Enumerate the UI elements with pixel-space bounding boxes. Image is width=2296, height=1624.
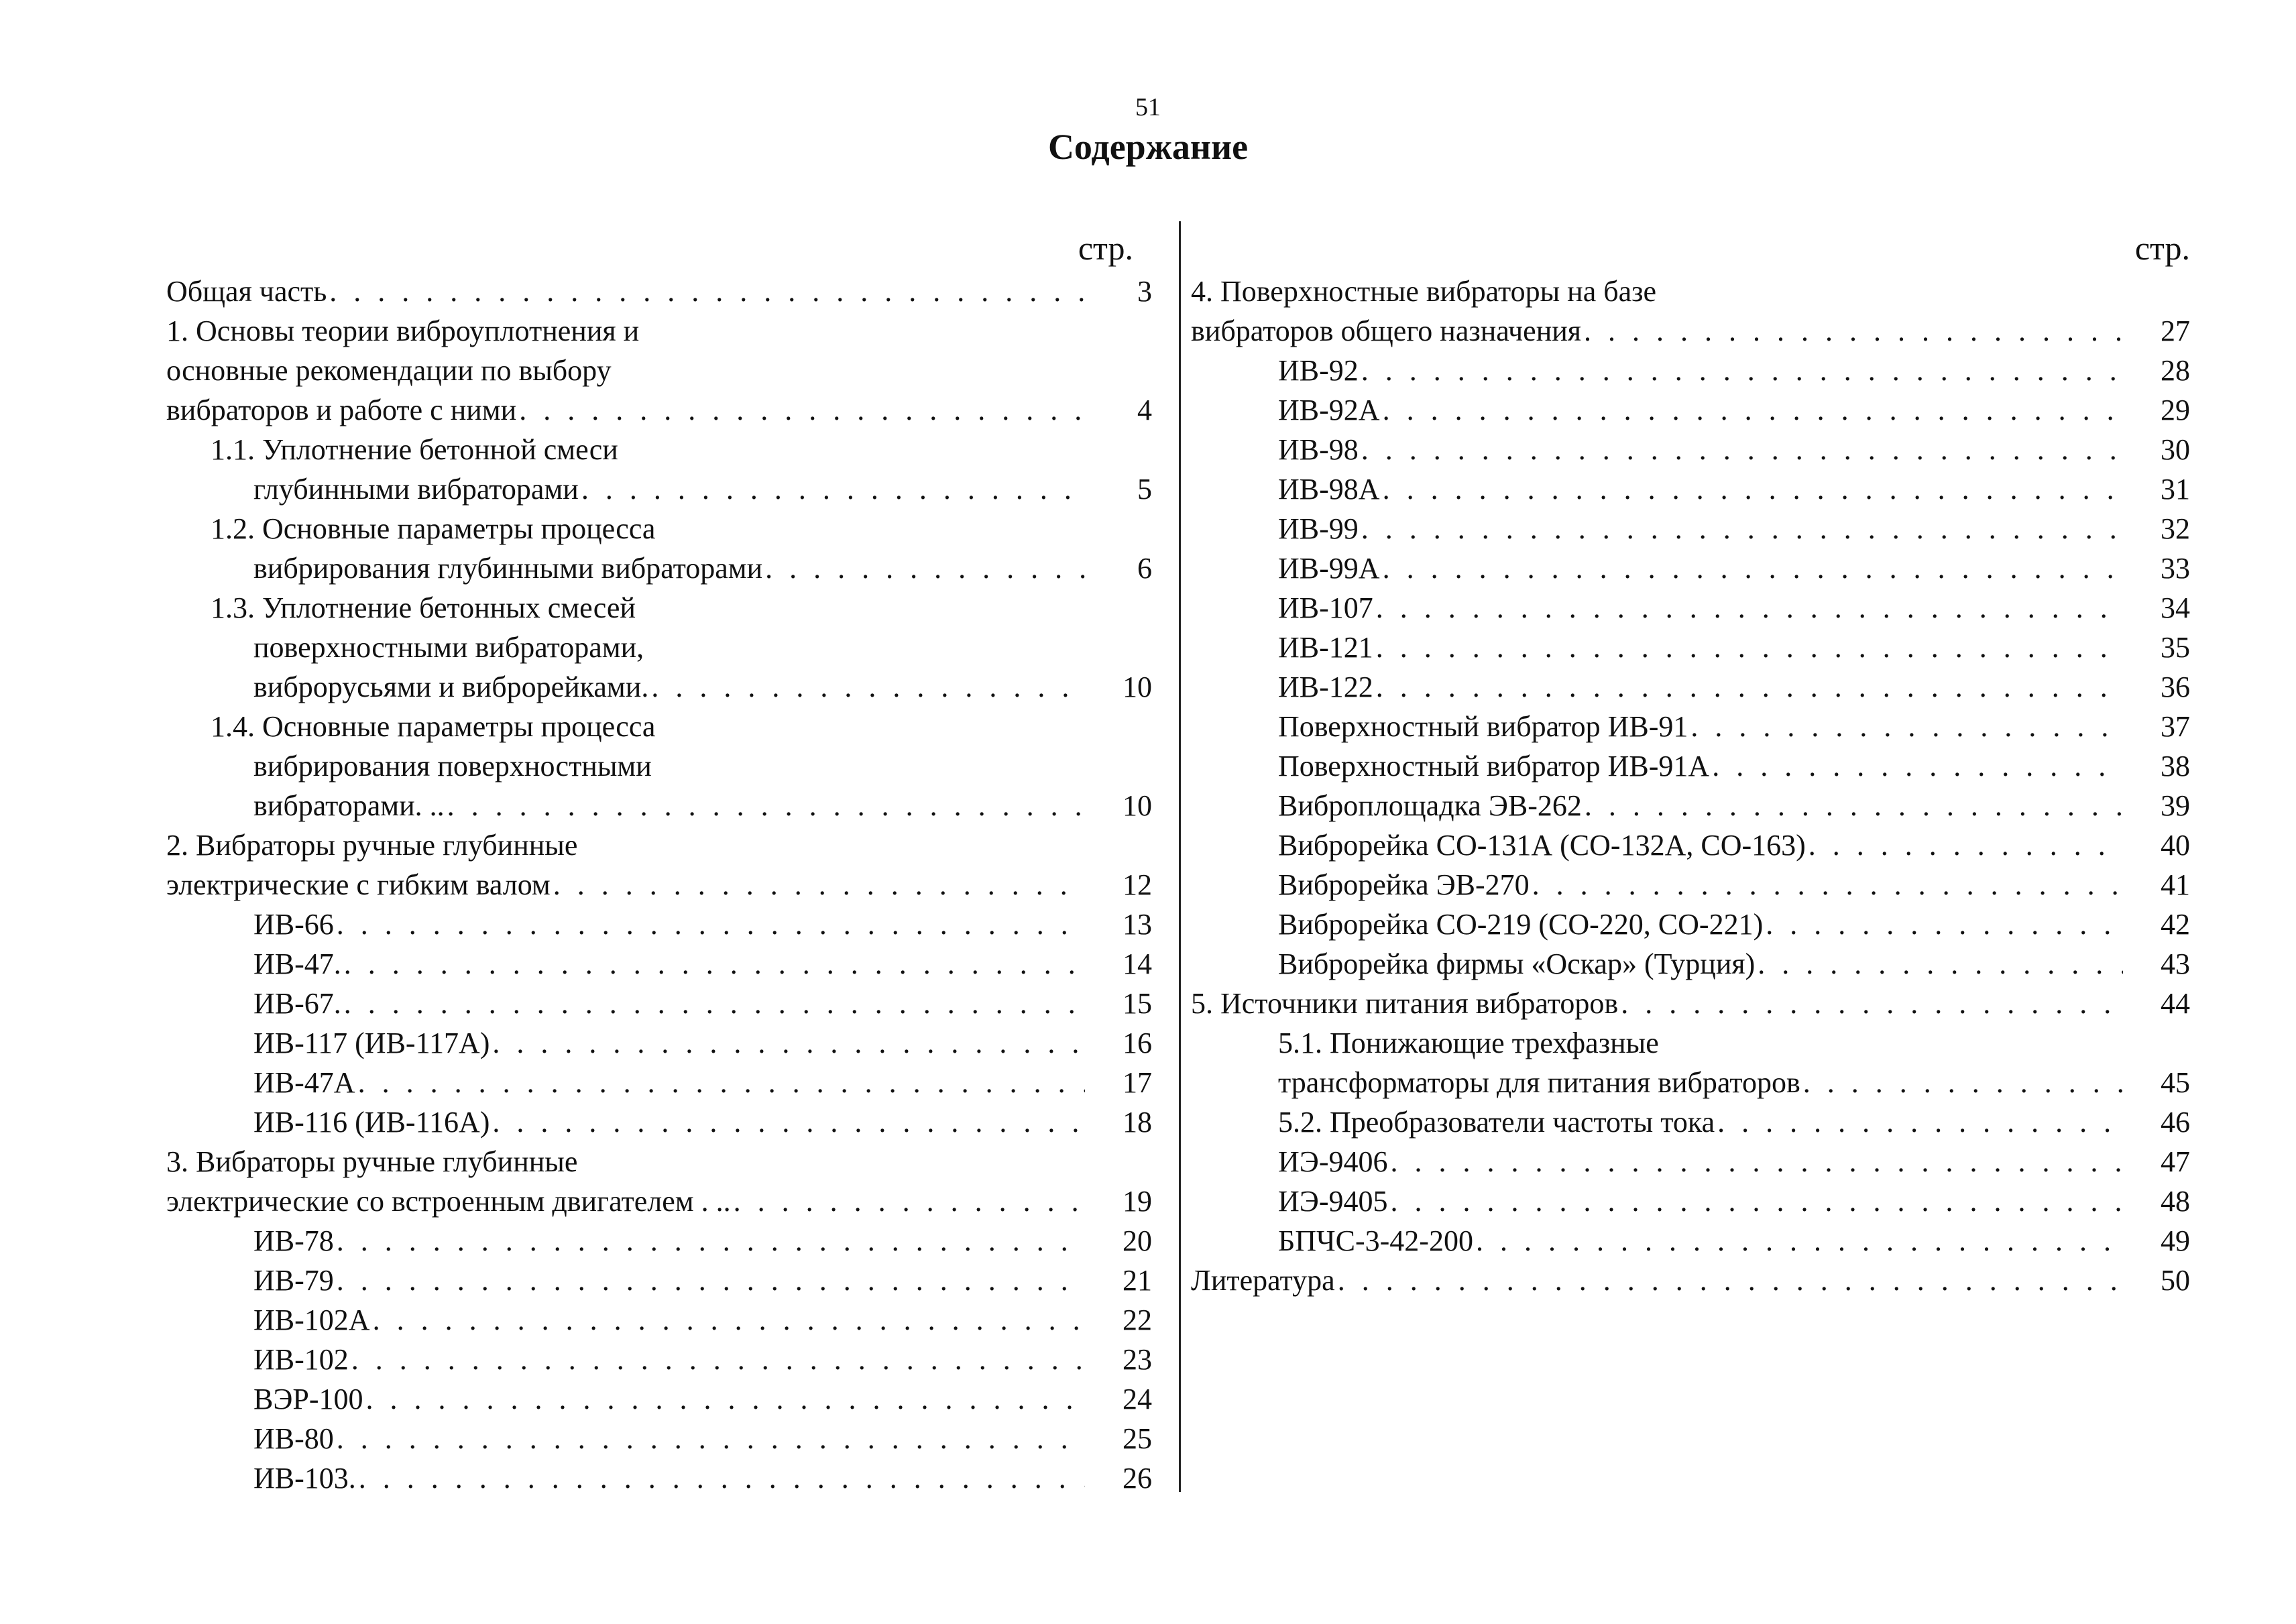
toc-entry-title: ИВ-98 [1278,433,1359,466]
toc-entry [166,390,1152,430]
toc-entry [1191,746,2190,786]
toc-entry [166,786,1152,825]
toc-entry [166,1102,1152,1142]
toc-entry [166,1261,1152,1300]
toc-entry [1191,588,2190,628]
toc-entry-title: электрические со встроенным двигателем . .. [166,1185,731,1218]
toc-entry [166,1379,1152,1419]
toc-entry-title: Поверхностный вибратор ИВ-91 [1278,710,1688,743]
toc-entry-title: ИВ-47. [253,947,341,980]
toc-entry-page: 32 [2161,512,2190,545]
toc-entry-page: 34 [2161,591,2190,624]
toc-entry-page: 40 [2161,829,2190,862]
toc-left-list [166,272,1152,1498]
toc-entry-title: ИВ-107 [1278,591,1373,624]
toc-entry-page: 17 [1123,1066,1152,1099]
toc-heading-line: 3. Вибраторы ручные глубинные [166,1145,578,1178]
toc-entry-title: ИВ-122 [1278,671,1373,703]
toc-entry-page: 50 [2161,1264,2190,1297]
toc-entry [1191,509,2190,548]
toc-entry [166,1300,1152,1340]
toc-entry-title: ИВ-102А [253,1303,370,1336]
toc-entry-title: ИВ-66 [253,908,334,941]
dot-leader [1376,628,2123,667]
toc-entry-page: 3 [1137,275,1152,308]
toc-entry-title: ИВ-98А [1278,473,1380,506]
toc-entry-page: 36 [2161,671,2190,703]
dot-leader [734,1181,1085,1221]
toc-entry [1191,984,2190,1023]
toc-entry-page: 19 [1123,1185,1152,1218]
dot-leader [351,1340,1085,1379]
toc-entry-title: вибраторов и работе с ними [166,394,517,426]
dot-leader [1376,588,2123,628]
toc-heading-line: 1. Основы теории виброуплотнения и [166,314,640,347]
toc-entry [1191,430,2190,469]
toc-entry-page: 30 [2161,433,2190,466]
column-divider [1179,221,1181,1492]
toc-entry-title: ИВ-121 [1278,631,1373,664]
toc-entry-title: ИЭ-9406 [1278,1145,1388,1178]
toc-entry [1191,905,2190,944]
dot-leader [1809,825,2123,865]
toc-heading-line: вибрирования поверхностными [253,750,652,782]
toc-entry-page: 44 [2161,987,2190,1020]
toc-entry-title: вибраторов общего назначения [1191,314,1582,347]
toc-entry-title: электрические с гибким валом [166,868,551,901]
toc-entry [166,984,1152,1023]
toc-entry-page: 46 [2161,1106,2190,1139]
toc-entry-title: Виброрейка фирмы «Оскар» (Турция) [1278,947,1756,980]
toc-entry-page: 45 [2161,1066,2190,1099]
dot-leader [373,1300,1085,1340]
toc-entry-title: виброрусьями и виброрейками. [253,671,649,703]
toc-entry-title: ИВ-102 [253,1343,349,1376]
dot-leader [1758,944,2123,984]
toc-entry [166,1181,1152,1221]
toc-entry-page: 10 [1123,671,1152,703]
dot-leader [1532,865,2123,905]
dot-leader [1338,1261,2123,1300]
toc-heading-line: 5.1. Понижающие трехфазные [1278,1027,1659,1059]
toc-entry-page: 16 [1123,1027,1152,1059]
toc-entry [1191,667,2190,707]
page-column-header: стр. [2134,229,2190,267]
toc-entry-page: 25 [1123,1422,1152,1455]
dot-leader [1585,786,2123,825]
page-number: 51 [1135,93,1161,121]
toc-entry-page: 33 [2161,552,2190,585]
toc-entry-page: 12 [1123,868,1152,901]
toc-entry-page: 28 [2161,354,2190,387]
toc-entry [1191,628,2190,667]
toc-entry-title: ИВ-78 [253,1224,334,1257]
toc-entry-page: 15 [1123,987,1152,1020]
toc-entry-title: глубинными вибраторами [253,473,579,506]
dot-leader [337,1221,1085,1261]
toc-heading-line: 2. Вибраторы ручные глубинные [166,829,578,862]
dot-leader [337,905,1085,944]
toc-entry-page: 18 [1123,1106,1152,1139]
dot-leader [1361,430,2123,469]
dot-leader [1361,351,2123,390]
dot-leader [651,667,1085,707]
dot-leader [1383,548,2123,588]
toc-entry [1191,786,2190,825]
toc-entry [166,1458,1152,1498]
toc-entry-title: вибрирования глубинными вибраторами [253,552,763,585]
toc-entry-page: 26 [1123,1462,1152,1495]
dot-leader [447,786,1085,825]
dot-leader [553,865,1085,905]
toc-entry [1191,548,2190,588]
dot-leader [1584,311,2123,351]
page-title: Содержание [1047,127,1249,167]
dot-leader [329,272,1085,311]
toc-entry [166,1023,1152,1063]
toc-entry-title: ВЭР-100 [253,1383,363,1415]
toc-entry-page: 10 [1123,789,1152,822]
toc-heading-line: 1.4. Основные параметры процесса [211,710,656,743]
toc-entry [166,1340,1152,1379]
toc-heading-line: поверхностными вибраторами, [253,631,644,664]
toc-entry [1191,1102,2190,1142]
dot-leader [1383,469,2123,509]
toc-heading-line: 4. Поверхностные вибраторы на базе [1191,275,1657,308]
toc-entry-title: Поверхностный вибратор ИВ-91А [1278,750,1710,782]
toc-entry [166,469,1152,509]
toc-entry [1191,469,2190,509]
toc-entry-page: 21 [1123,1264,1152,1297]
dot-leader [344,944,1085,984]
toc-entry-title: ИВ-80 [253,1422,334,1455]
toc-entry-title: Виброрейка ЭВ-270 [1278,868,1530,901]
toc-entry [1191,1261,2190,1300]
toc-entry-page: 23 [1123,1343,1152,1376]
dot-leader [1376,667,2123,707]
toc-entry-page: 29 [2161,394,2190,426]
dot-leader [337,1419,1085,1458]
toc-heading-line: основные рекомендации по выбору [166,354,612,387]
toc-entry [1191,825,2190,865]
dot-leader [1390,1181,2123,1221]
toc-entry-page: 22 [1123,1303,1152,1336]
toc-right-column [1191,225,2190,1300]
toc-entry-title: ИЭ-9405 [1278,1185,1388,1218]
toc-entry-page: 27 [2161,314,2190,347]
toc-entry-title: Виброплощадка ЭВ-262 [1278,789,1582,822]
toc-entry-title: БПЧС-3-42-200 [1278,1224,1473,1257]
toc-entry-title: ИВ-117 (ИВ-117А) [253,1027,490,1059]
toc-entry [166,667,1152,707]
toc-entry-title: ИВ-116 (ИВ-116А) [253,1106,490,1139]
toc-entry [1191,351,2190,390]
toc-entry [1191,707,2190,746]
toc-entry-page: 42 [2161,908,2190,941]
dot-leader [1717,1102,2123,1142]
toc-entry [1191,1142,2190,1181]
toc-entry-page: 14 [1123,947,1152,980]
toc-heading-line: 1.1. Уплотнение бетонной смеси [211,433,618,466]
toc-entry-page: 31 [2161,473,2190,506]
toc-entry-title: 5. Источники питания вибраторов [1191,987,1619,1020]
dot-leader [1621,984,2123,1023]
toc-entry-page: 49 [2161,1224,2190,1257]
toc-entry-page: 20 [1123,1224,1152,1257]
toc-entry [1191,944,2190,984]
dot-leader [1361,509,2123,548]
dot-leader [492,1102,1085,1142]
dot-leader [1383,390,2123,430]
toc-entry-page: 41 [2161,868,2190,901]
toc-right-list [1191,272,2190,1300]
dot-leader [1712,746,2123,786]
dot-leader [358,1063,1085,1102]
toc-entry [166,1419,1152,1458]
toc-entry [166,865,1152,905]
dot-leader [581,469,1085,509]
toc-entry [166,1221,1152,1261]
dot-leader [359,1458,1085,1498]
toc-entry [166,1063,1152,1102]
toc-entry-title: 5.2. Преобразователи частоты тока [1278,1106,1715,1139]
toc-entry-title: вибраторами. .. [253,789,445,822]
dot-leader [519,390,1085,430]
toc-entry-page: 48 [2161,1185,2190,1218]
toc-entry-page: 13 [1123,908,1152,941]
toc-entry-title: ИВ-47А [253,1066,355,1099]
toc-entry-page: 43 [2161,947,2190,980]
dot-leader [1690,707,2123,746]
toc-entry-title: ИВ-79 [253,1264,334,1297]
toc-left-column [166,225,1152,1498]
toc-entry-title: ИВ-99А [1278,552,1380,585]
dot-leader [1803,1063,2123,1102]
toc-entry-title: Виброрейка СО-131А (СО-132А, СО-163) [1278,829,1806,862]
toc-entry-title: ИВ-99 [1278,512,1359,545]
toc-entry-page: 37 [2161,710,2190,743]
toc-entry-page: 24 [1123,1383,1152,1415]
toc-entry-title: Общая часть [166,275,327,308]
dot-leader [1766,905,2123,944]
toc-entry [166,944,1152,984]
toc-entry-page: 6 [1137,552,1152,585]
toc-entry [1191,1063,2190,1102]
toc-heading-line: 1.2. Основные параметры процесса [211,512,656,545]
toc-entry-title: Литература [1191,1264,1335,1297]
toc-entry-title: ИВ-103. [253,1462,356,1495]
toc-entry-title: ИВ-92 [1278,354,1359,387]
toc-entry-page: 4 [1137,394,1152,426]
toc-entry-title: ИВ-92А [1278,394,1380,426]
toc-entry-page: 35 [2161,631,2190,664]
toc-entry-page: 39 [2161,789,2190,822]
toc-entry-title: ИВ-67. [253,987,341,1020]
page-column-header: стр. [1078,229,1133,267]
toc-entry-page: 38 [2161,750,2190,782]
dot-leader [765,548,1085,588]
toc-entry [1191,390,2190,430]
dot-leader [1390,1142,2123,1181]
toc-entry [1191,1221,2190,1261]
toc-entry [166,272,1152,311]
dot-leader [366,1379,1085,1419]
dot-leader [1476,1221,2123,1261]
dot-leader [337,1261,1085,1300]
dot-leader [492,1023,1085,1063]
toc-entry-page: 47 [2161,1145,2190,1178]
toc-entry [1191,1181,2190,1221]
toc-entry-title: трансформаторы для питания вибраторов [1278,1066,1800,1099]
dot-leader [344,984,1085,1023]
toc-entry [1191,865,2190,905]
toc-entry [1191,311,2190,351]
toc-entry-page: 5 [1137,473,1152,506]
toc-heading-line: 1.3. Уплотнение бетонных смесей [211,591,636,624]
toc-entry [166,905,1152,944]
toc-entry-title: Виброрейка СО-219 (СО-220, СО-221) [1278,908,1764,941]
toc-entry [166,548,1152,588]
